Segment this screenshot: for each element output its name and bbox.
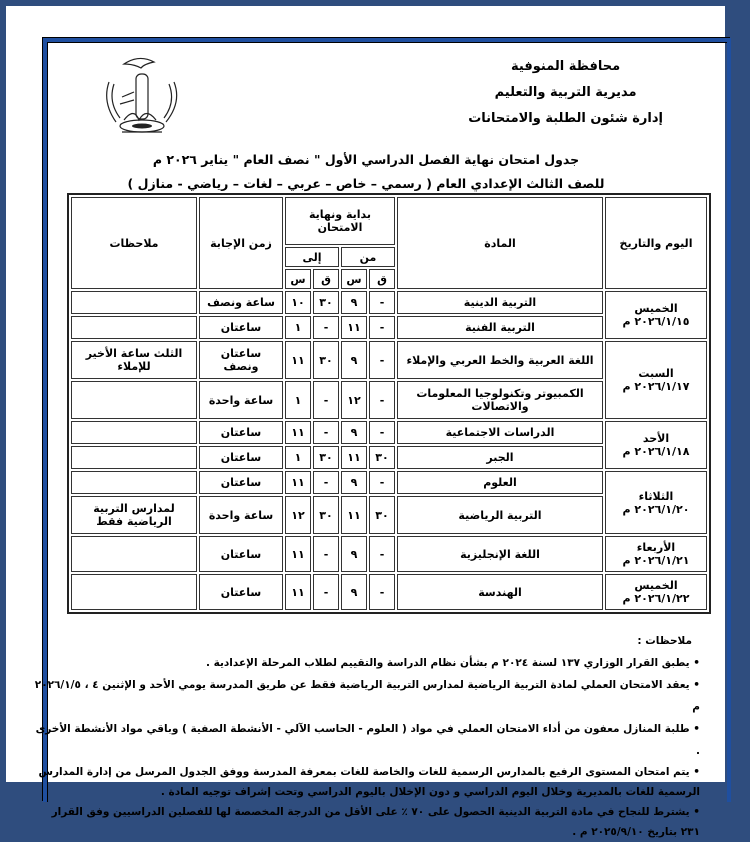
day-date-cell [605,341,707,419]
to-hour-cell: ١١ [285,421,311,444]
from-hour-cell: ٩ [341,291,367,314]
subject-cell: الهندسة [397,574,603,610]
notes-cell [71,421,197,444]
from-hour-cell: ٩ [341,421,367,444]
page-title: جدول امتحان نهاية الفصل الدراسي الأول " نصف العام " يناير ٢٠٢٦ م [152,152,580,167]
department-name: إدارة شئون الطلبة والامتحانات [468,111,663,126]
to-minute-cell: ٣٠ [313,496,339,534]
subject-cell: التربية الدينية [397,291,603,314]
from-minute-cell: - [369,291,395,314]
day-date-cell [605,421,707,469]
from-minute-cell: - [369,471,395,494]
header-to: إلى [285,247,339,267]
to-hour-cell: ١ [285,381,311,419]
to-hour-cell: ١١ [285,536,311,572]
table-row [71,574,707,610]
duration-cell: ساعتان [199,421,283,444]
to-minute-cell: - [313,381,339,419]
exam-date: ٢٠٢٦/١/٢٠ م [622,502,690,516]
table-row [71,421,707,444]
header-block [468,54,663,132]
exam-date: ٢٠٢٦/١/١٧ م [622,380,690,393]
from-hour-cell: ١١ [341,446,367,469]
page-subtitle: للصف الثالث الإعدادي العام ( رسمي – خاص – عربي – لغات – رياضي - منازل ) [127,176,605,191]
day-date-cell [605,471,707,534]
notes-section [30,630,710,842]
notes-cell [71,316,197,339]
exam-date: ٢٠٢٦/١/١٥ م [622,315,690,328]
day-name: الأحد [642,432,670,445]
header-minute: ق [313,269,339,289]
to-hour-cell: ١١ [285,471,311,494]
note-item: • طلبة المنازل معفون من أداء الامتحان العملي في مواد ( العلوم - الحاسب الآلي - الأنشطة الصفية ) وباقي مواد الأنشطة الأخرى . [30,718,700,762]
table-row [71,291,707,314]
day-date-cell [605,291,707,339]
from-minute-cell: - [369,536,395,572]
to-hour-cell: ١ [285,446,311,469]
duration-cell: ساعتان [199,446,283,469]
day-name: الثلاثاء [638,489,674,503]
exam-date: ٢٠٢٦/١/١٨ م [622,445,690,458]
to-minute-cell: - [313,421,339,444]
to-minute-cell: - [313,471,339,494]
exam-schedule-table [67,193,711,614]
governorate-name: محافظة المنوفية [511,59,621,74]
notes-cell: الثلث ساعة الأخير للإملاء [71,341,197,379]
notes-cell [71,574,197,610]
from-minute-cell: ٣٠ [369,446,395,469]
to-hour-cell: ١١ [285,341,311,379]
subject-cell: الجبر [397,446,603,469]
header-duration: زمن الإجابة [199,197,283,289]
note-item: • يتم امتحان المستوى الرفيع بالمدارس الرسمية للغات والخاصة للغات بمعرفة المدرسة ووفق الجدول المرسل من إدارة المدارس الرسمية للغات بالمديرية وخلال اليوم الدراسي و دون الإخلال باليوم الدراسي وتحت إشراف توجيه المادة . [30,762,700,802]
to-hour-cell: ١٠ [285,291,311,314]
from-hour-cell: ١٢ [341,381,367,419]
table-row [71,471,707,494]
from-minute-cell: - [369,316,395,339]
header-subject: المادة [397,197,603,289]
day-date-cell [605,536,707,572]
duration-cell: ساعتان [199,316,283,339]
header-time: بداية ونهاية الامتحان [285,197,395,245]
to-minute-cell: - [313,574,339,610]
header-from: من [341,247,395,267]
duration-cell: ساعة ونصف [199,291,283,314]
table-row [71,536,707,572]
subject-cell: التربية الرياضية [397,496,603,534]
to-minute-cell: - [313,316,339,339]
to-minute-cell: - [313,536,339,572]
header-notes: ملاحظات [71,197,197,289]
day-name: الخميس [634,302,678,315]
header-date: اليوم والتاريخ [605,197,707,289]
exam-date: ٢٠٢٦/١/٢١ م [622,554,690,567]
day-name: الخميس [634,579,678,592]
subject-cell: الكمبيوتر وتكنولوجيا المعلومات والاتصالات [397,381,603,419]
from-minute-cell: - [369,381,395,419]
to-minute-cell: ٣٠ [313,446,339,469]
table-row [71,341,707,379]
note-item: • يعقد الامتحان العملي لمادة التربية الرياضية لمدارس التربية الرياضية فقط عن طريق المدرسة يومي الأحد و الإثنين ٤ ، ٢٠٢٦/١/٥ م [30,674,700,718]
subject-cell: التربية الفنية [397,316,603,339]
duration-cell: ساعة واحدة [199,496,283,534]
subject-cell: اللغة العربية والخط العربي والإملاء [397,341,603,379]
from-minute-cell: ٣٠ [369,496,395,534]
subject-cell: الدراسات الاجتماعية [397,421,603,444]
note-item: • يشترط للنجاح في مادة التربية الدينية الحصول على ٧٠ ٪ على الأقل من الدرجة المخصصة لها للفصلين الدراسيين وفق القرار ٢٣١ بتاريخ ٢٠٢٥/٩/١٠ م . [30,802,700,842]
notes-cell: لمدارس التربية الرياضية فقط [71,496,197,534]
to-minute-cell: ٣٠ [313,291,339,314]
duration-cell: ساعتان ونصف [199,341,283,379]
to-hour-cell: ١٢ [285,496,311,534]
from-hour-cell: ٩ [341,341,367,379]
to-hour-cell: ١ [285,316,311,339]
subject-cell: اللغة الإنجليزية [397,536,603,572]
to-hour-cell: ١١ [285,574,311,610]
duration-cell: ساعتان [199,574,283,610]
notes-cell [71,536,197,572]
notes-cell [71,446,197,469]
governorate-emblem-logo [94,52,189,137]
from-minute-cell: - [369,421,395,444]
duration-cell: ساعة واحدة [199,381,283,419]
day-date-cell [605,574,707,610]
from-hour-cell: ١١ [341,316,367,339]
exam-date: ٢٠٢٦/١/٢٢ م [622,592,690,605]
note-item: • يطبق القرار الوزاري ١٣٧ لسنة ٢٠٢٤ م بشأن نظام الدراسة والتقييم لطلاب المرحلة الإعدادية . [30,652,700,674]
duration-cell: ساعتان [199,536,283,572]
directorate-name: مديرية التربية والتعليم [494,85,637,100]
notes-cell [71,381,197,419]
duration-cell: ساعتان [199,471,283,494]
to-minute-cell: ٣٠ [313,341,339,379]
header-hour: س [341,269,367,289]
header-hour: س [285,269,311,289]
from-minute-cell: - [369,574,395,610]
from-hour-cell: ٩ [341,574,367,610]
notes-heading: ملاحظات : [637,635,692,647]
from-hour-cell: ٩ [341,471,367,494]
notes-cell [71,471,197,494]
from-hour-cell: ١١ [341,496,367,534]
day-name: السبت [638,367,674,380]
subject-cell: العلوم [397,471,603,494]
notes-cell [71,291,197,314]
from-hour-cell: ٩ [341,536,367,572]
day-name: الأربعاء [636,541,676,554]
header-minute: ق [369,269,395,289]
from-minute-cell: - [369,341,395,379]
